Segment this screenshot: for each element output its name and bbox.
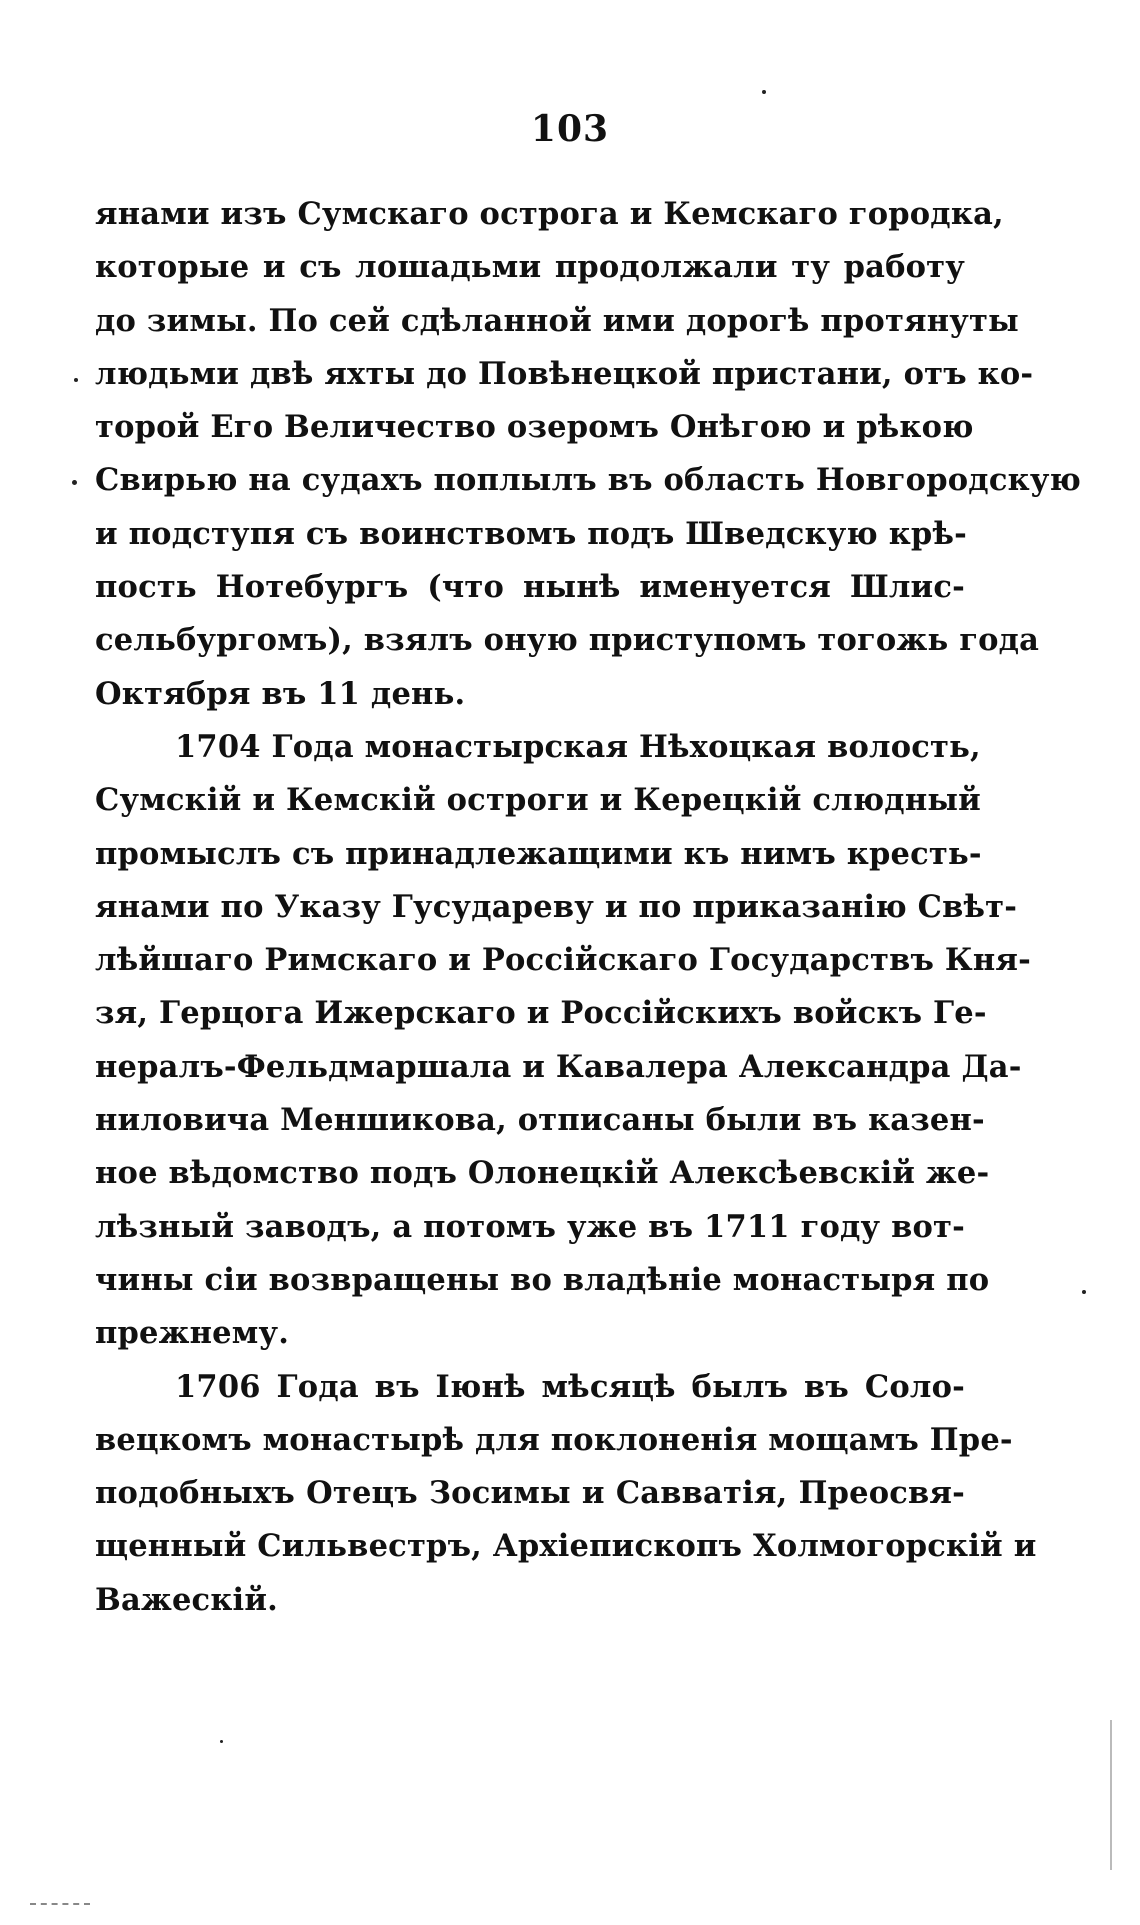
text-line: щенный Сильвестръ, Архіепископъ Холмогорскій и [95,1528,1037,1565]
text-line: вецкомъ монастырѣ для поклоненія мощамъ Пре- [95,1421,1013,1458]
text-line: людьми двѣ яхты до Повѣнецкой пристани, отъ ко- [95,355,1034,392]
text-line: пость Нотебургъ (что нынѣ именуется Шлис- [95,569,965,606]
text-line: Октября въ 11 день. [95,675,466,712]
text-line: сельбургомъ), взялъ оную приступомъ тогожь года [95,622,1040,659]
text-line: ниловича Меншикова, отписаны были въ казен- [95,1102,985,1139]
scan-speck [74,378,78,382]
scan-speck [762,90,766,94]
text-line: нералъ-Фельдмаршала и Кавалера Александра Да- [95,1048,1022,1085]
text-line: ное вѣдомство подъ Олонецкій Алексѣевскій же- [95,1155,990,1192]
paragraph-1 [95,188,1082,721]
text-line: янами по Указу Гусудареву и по приказанію Свѣт- [95,888,1018,925]
paragraph-2 [95,721,1031,1361]
scan-speck [1082,1290,1086,1294]
text-line: чины сіи возвращены во владѣніе монастыря по [95,1261,990,1298]
scan-speck [220,1740,223,1743]
page-number: 103 [530,108,610,150]
text-line: 1704 Года монастырская Нѣхоцкая волость, [175,728,981,765]
text-line: зя, Герцога Ижерскаго и Россійскихъ войскъ Ге- [95,995,987,1032]
text-line: 1706 Года въ Іюнѣ мѣсяцѣ былъ въ Соло- [175,1368,965,1405]
scan-dashes [30,1903,90,1907]
text-line: торой Его Величество озеромъ Онѣгою и рѣкою [95,409,974,446]
text-line: Сумскій и Кемскій остроги и Керецкій слюдный [95,782,981,819]
text-line: которые и съ лошадьми продолжали ту работу [95,249,965,286]
text-line: Свирью на судахъ поплылъ въ область Новгородскую [95,462,1082,499]
text-line: и подступя съ воинствомъ подъ Шведскую крѣ- [95,515,967,552]
body-text [95,188,1082,1627]
scan-speck [72,480,77,485]
text-line: прежнему. [95,1315,290,1352]
text-line: лѣзный заводъ, а потомъ уже въ 1711 году вот- [95,1208,965,1245]
text-line: Важескій. [95,1581,278,1618]
text-line: промыслъ съ принадлежащими къ нимъ кресть- [95,835,982,872]
text-line: до зимы. По сей сдѣланной ими дорогѣ протянуты [95,302,1019,339]
page-edge-line [1110,1720,1112,1870]
text-line: подобныхъ Отецъ Зосимы и Савватія, Преосвя- [95,1475,965,1512]
paragraph-3 [95,1361,1037,1627]
text-line: янами изъ Сумскаго острога и Кемскаго городка, [95,196,1004,232]
text-line: лѣйшаго Римскаго и Россійскаго Государствъ Кня- [95,942,1031,979]
